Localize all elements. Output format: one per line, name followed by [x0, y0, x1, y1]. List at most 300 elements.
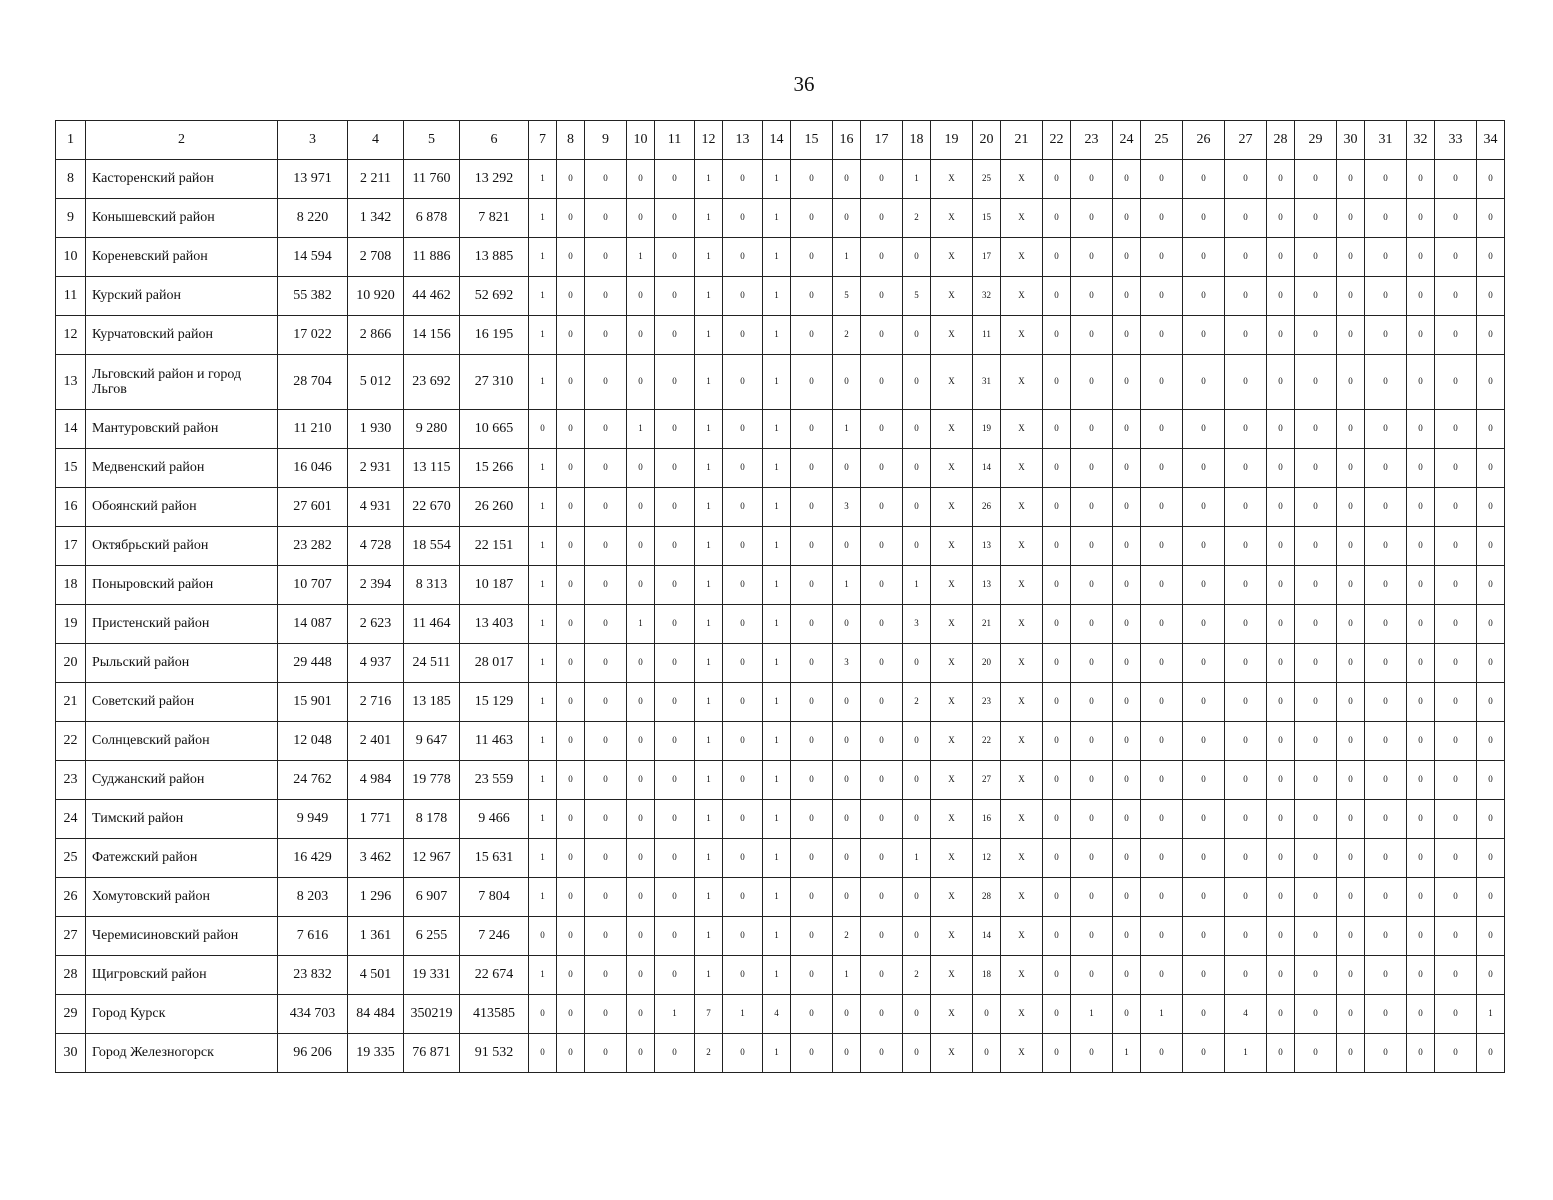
count-cell: 0	[1183, 160, 1225, 199]
value-cell: 7 821	[460, 199, 529, 238]
count-cell: X	[931, 605, 973, 644]
count-cell: 0	[1295, 839, 1337, 878]
column-header: 22	[1043, 121, 1071, 160]
count-cell: 0	[1113, 566, 1141, 605]
count-cell: 0	[1113, 878, 1141, 917]
value-cell: 434 703	[278, 995, 348, 1034]
count-cell: 0	[655, 449, 695, 488]
count-cell: 1	[833, 956, 861, 995]
table-row	[56, 160, 1505, 199]
count-cell: 0	[1267, 995, 1295, 1034]
count-cell: 1	[695, 878, 723, 917]
count-cell: 1	[529, 566, 557, 605]
count-cell: 0	[1477, 761, 1505, 800]
count-cell: X	[931, 683, 973, 722]
value-cell: 96 206	[278, 1034, 348, 1073]
district-name: Касторенский район	[86, 160, 278, 199]
count-cell: 0	[1407, 644, 1435, 683]
count-cell: 0	[791, 238, 833, 277]
count-cell: 0	[1477, 410, 1505, 449]
count-cell: 0	[1407, 277, 1435, 316]
count-cell: 0	[557, 878, 585, 917]
count-cell: X	[1001, 527, 1043, 566]
count-cell: 1	[695, 410, 723, 449]
count-cell: 1	[695, 566, 723, 605]
count-cell: 0	[1043, 683, 1071, 722]
value-cell: 9 647	[404, 722, 460, 761]
count-cell: 0	[1435, 277, 1477, 316]
count-cell: 0	[655, 238, 695, 277]
page-number: 36	[793, 72, 815, 96]
count-cell: 0	[1043, 277, 1071, 316]
count-cell: 0	[791, 878, 833, 917]
count-cell: X	[1001, 878, 1043, 917]
value-cell: 10 665	[460, 410, 529, 449]
count-cell: 0	[861, 956, 903, 995]
count-cell: 0	[833, 839, 861, 878]
count-cell: 1	[763, 917, 791, 956]
count-cell: 13	[973, 527, 1001, 566]
count-cell: 0	[1071, 800, 1113, 839]
count-cell: X	[1001, 355, 1043, 410]
count-cell: 0	[1225, 410, 1267, 449]
count-cell: 0	[1043, 316, 1071, 355]
value-cell: 16 195	[460, 316, 529, 355]
count-cell: 0	[1043, 800, 1071, 839]
count-cell: 0	[627, 277, 655, 316]
count-cell: 1	[529, 722, 557, 761]
count-cell: 0	[655, 410, 695, 449]
count-cell: 0	[1267, 644, 1295, 683]
table-row	[56, 316, 1505, 355]
count-cell: 0	[861, 683, 903, 722]
count-cell: 0	[557, 566, 585, 605]
value-cell: 6 878	[404, 199, 460, 238]
count-cell: 0	[1225, 527, 1267, 566]
count-cell: 0	[833, 355, 861, 410]
value-cell: 23 282	[278, 527, 348, 566]
table-row	[56, 956, 1505, 995]
count-cell: 0	[723, 956, 763, 995]
count-cell: 0	[1295, 316, 1337, 355]
count-cell: 1	[695, 644, 723, 683]
count-cell: 1	[763, 316, 791, 355]
count-cell: 0	[1407, 238, 1435, 277]
count-cell: 1	[695, 761, 723, 800]
count-cell: 0	[1071, 160, 1113, 199]
count-cell: 0	[723, 878, 763, 917]
value-cell: 26 260	[460, 488, 529, 527]
count-cell: 0	[1043, 722, 1071, 761]
count-cell: 0	[1337, 316, 1365, 355]
count-cell: 0	[1141, 238, 1183, 277]
count-cell: X	[1001, 683, 1043, 722]
count-cell: 0	[723, 527, 763, 566]
count-cell: 0	[557, 956, 585, 995]
count-cell: 0	[655, 488, 695, 527]
count-cell: 0	[1183, 800, 1225, 839]
count-cell: 0	[1183, 199, 1225, 238]
statistics-table	[55, 120, 1505, 1073]
count-cell: 0	[585, 722, 627, 761]
count-cell: 0	[585, 410, 627, 449]
count-cell: 1	[763, 644, 791, 683]
count-cell: 0	[1295, 644, 1337, 683]
count-cell: 0	[723, 316, 763, 355]
count-cell: 0	[1407, 605, 1435, 644]
count-cell: 0	[861, 160, 903, 199]
column-header: 28	[1267, 121, 1295, 160]
count-cell: 1	[529, 839, 557, 878]
count-cell: 0	[1043, 449, 1071, 488]
count-cell: 0	[1337, 199, 1365, 238]
count-cell: 1	[695, 800, 723, 839]
count-cell: 0	[557, 238, 585, 277]
count-cell: 0	[557, 449, 585, 488]
count-cell: 1	[627, 410, 655, 449]
count-cell: 1	[529, 160, 557, 199]
column-header: 27	[1225, 121, 1267, 160]
count-cell: 1	[763, 878, 791, 917]
count-cell: 0	[1113, 316, 1141, 355]
count-cell: 2	[833, 917, 861, 956]
count-cell: 32	[973, 277, 1001, 316]
value-cell: 19 331	[404, 956, 460, 995]
value-cell: 9 949	[278, 800, 348, 839]
district-name: Льговский район и город Льгов	[86, 355, 278, 410]
count-cell: X	[931, 995, 973, 1034]
column-header: 9	[585, 121, 627, 160]
count-cell: 0	[1043, 1034, 1071, 1073]
count-cell: 0	[627, 160, 655, 199]
value-cell: 13 885	[460, 238, 529, 277]
value-cell: 11 760	[404, 160, 460, 199]
count-cell: 0	[861, 995, 903, 1034]
count-cell: 1	[763, 683, 791, 722]
column-header: 7	[529, 121, 557, 160]
count-cell: 0	[903, 878, 931, 917]
count-cell: 0	[1365, 410, 1407, 449]
count-cell: 0	[1183, 878, 1225, 917]
count-cell: 0	[1295, 917, 1337, 956]
count-cell: 0	[1337, 956, 1365, 995]
column-header: 2	[86, 121, 278, 160]
count-cell: 1	[1477, 995, 1505, 1034]
count-cell: 0	[1225, 956, 1267, 995]
count-cell: 0	[1183, 722, 1225, 761]
count-cell: 0	[1225, 238, 1267, 277]
count-cell: 1	[529, 605, 557, 644]
value-cell: 2 931	[348, 449, 404, 488]
column-header: 20	[973, 121, 1001, 160]
count-cell: 1	[903, 839, 931, 878]
value-cell: 14 087	[278, 605, 348, 644]
count-cell: 0	[1267, 238, 1295, 277]
count-cell: 0	[723, 160, 763, 199]
row-number: 9	[56, 199, 86, 238]
count-cell: 0	[833, 449, 861, 488]
count-cell: X	[1001, 839, 1043, 878]
count-cell: 0	[1337, 995, 1365, 1034]
count-cell: 0	[1141, 199, 1183, 238]
count-cell: 0	[655, 1034, 695, 1073]
count-cell: 0	[1365, 995, 1407, 1034]
count-cell: 23	[973, 683, 1001, 722]
count-cell: 0	[1477, 605, 1505, 644]
count-cell: 0	[1113, 839, 1141, 878]
value-cell: 28 017	[460, 644, 529, 683]
count-cell: 0	[1267, 449, 1295, 488]
count-cell: 0	[1337, 160, 1365, 199]
count-cell: 1	[763, 355, 791, 410]
value-cell: 15 631	[460, 839, 529, 878]
district-name: Рыльский район	[86, 644, 278, 683]
count-cell: 0	[903, 527, 931, 566]
count-cell: X	[931, 527, 973, 566]
count-cell: 0	[1113, 410, 1141, 449]
count-cell: X	[931, 355, 973, 410]
column-header: 16	[833, 121, 861, 160]
count-cell: 0	[1225, 683, 1267, 722]
count-cell: 0	[1435, 355, 1477, 410]
count-cell: 0	[1365, 644, 1407, 683]
value-cell: 3 462	[348, 839, 404, 878]
count-cell: 0	[557, 199, 585, 238]
column-header: 26	[1183, 121, 1225, 160]
count-cell: 3	[903, 605, 931, 644]
count-cell: 0	[1225, 722, 1267, 761]
count-cell: 0	[1113, 956, 1141, 995]
count-cell: X	[931, 761, 973, 800]
count-cell: 20	[973, 644, 1001, 683]
count-cell: 0	[903, 410, 931, 449]
count-cell: 0	[585, 683, 627, 722]
count-cell: 0	[557, 800, 585, 839]
table-row	[56, 839, 1505, 878]
count-cell: 17	[973, 238, 1001, 277]
count-cell: 1	[763, 605, 791, 644]
count-cell: 0	[1225, 839, 1267, 878]
row-number: 15	[56, 449, 86, 488]
count-cell: 0	[1365, 917, 1407, 956]
count-cell: 0	[627, 566, 655, 605]
count-cell: 0	[1407, 800, 1435, 839]
count-cell: 1	[695, 449, 723, 488]
column-header: 32	[1407, 121, 1435, 160]
count-cell: 0	[791, 644, 833, 683]
count-cell: 0	[861, 449, 903, 488]
count-cell: 5	[903, 277, 931, 316]
value-cell: 2 708	[348, 238, 404, 277]
count-cell: 0	[1337, 644, 1365, 683]
value-cell: 1 296	[348, 878, 404, 917]
count-cell: 2	[903, 956, 931, 995]
count-cell: 0	[1365, 956, 1407, 995]
count-cell: 7	[695, 995, 723, 1034]
count-cell: 0	[1435, 199, 1477, 238]
count-cell: 1	[833, 238, 861, 277]
count-cell: 19	[973, 410, 1001, 449]
count-cell: 0	[1407, 839, 1435, 878]
count-cell: 0	[1477, 277, 1505, 316]
count-cell: 0	[1071, 277, 1113, 316]
district-name: Суджанский район	[86, 761, 278, 800]
count-cell: 0	[1071, 839, 1113, 878]
count-cell: 0	[585, 316, 627, 355]
value-cell: 9 280	[404, 410, 460, 449]
count-cell: 0	[1407, 1034, 1435, 1073]
count-cell: 0	[585, 644, 627, 683]
count-cell: 0	[1365, 160, 1407, 199]
district-name: Октябрьский район	[86, 527, 278, 566]
count-cell: 0	[1183, 449, 1225, 488]
value-cell: 11 210	[278, 410, 348, 449]
row-number: 20	[56, 644, 86, 683]
table-row	[56, 410, 1505, 449]
value-cell: 84 484	[348, 995, 404, 1034]
count-cell: 0	[1435, 995, 1477, 1034]
count-cell: 0	[1043, 566, 1071, 605]
count-cell: X	[931, 839, 973, 878]
count-cell: 0	[1407, 488, 1435, 527]
count-cell: 1	[529, 761, 557, 800]
count-cell: 0	[833, 683, 861, 722]
count-cell: 0	[627, 527, 655, 566]
row-number: 10	[56, 238, 86, 277]
count-cell: 0	[833, 995, 861, 1034]
count-cell: 1	[1071, 995, 1113, 1034]
count-cell: 0	[1295, 683, 1337, 722]
count-cell: 0	[1183, 683, 1225, 722]
count-cell: 0	[1435, 956, 1477, 995]
count-cell: 0	[833, 722, 861, 761]
count-cell: 0	[1295, 527, 1337, 566]
count-cell: 0	[1267, 527, 1295, 566]
count-cell: 0	[1141, 800, 1183, 839]
count-cell: 0	[1477, 316, 1505, 355]
count-cell: 0	[833, 878, 861, 917]
value-cell: 23 692	[404, 355, 460, 410]
count-cell: 0	[1365, 839, 1407, 878]
value-cell: 16 429	[278, 839, 348, 878]
count-cell: 0	[1477, 527, 1505, 566]
count-cell: 1	[695, 160, 723, 199]
count-cell: 0	[1141, 566, 1183, 605]
count-cell: 0	[1435, 800, 1477, 839]
count-cell: 0	[791, 800, 833, 839]
count-cell: 0	[1225, 160, 1267, 199]
district-name: Поныровский район	[86, 566, 278, 605]
count-cell: 0	[1337, 566, 1365, 605]
count-cell: 0	[1183, 839, 1225, 878]
count-cell: 22	[973, 722, 1001, 761]
column-header: 11	[655, 121, 695, 160]
row-number: 18	[56, 566, 86, 605]
count-cell: 0	[861, 605, 903, 644]
count-cell: 0	[1071, 761, 1113, 800]
count-cell: 0	[903, 488, 931, 527]
count-cell: X	[931, 316, 973, 355]
count-cell: 0	[1043, 355, 1071, 410]
count-cell: 1	[695, 199, 723, 238]
count-cell: 0	[1295, 800, 1337, 839]
count-cell: 0	[1141, 1034, 1183, 1073]
count-cell: 1	[903, 566, 931, 605]
count-cell: 0	[791, 722, 833, 761]
count-cell: 0	[627, 761, 655, 800]
value-cell: 13 971	[278, 160, 348, 199]
column-header: 13	[723, 121, 763, 160]
count-cell: X	[931, 277, 973, 316]
count-cell: 0	[1365, 488, 1407, 527]
count-cell: 0	[1267, 917, 1295, 956]
count-cell: 4	[763, 995, 791, 1034]
count-cell: 0	[723, 1034, 763, 1073]
value-cell: 14 156	[404, 316, 460, 355]
count-cell: 1	[763, 277, 791, 316]
count-cell: 0	[1141, 316, 1183, 355]
count-cell: 0	[1477, 722, 1505, 761]
count-cell: 0	[1337, 917, 1365, 956]
column-header: 25	[1141, 121, 1183, 160]
count-cell: 0	[627, 316, 655, 355]
count-cell: 14	[973, 449, 1001, 488]
count-cell: 1	[627, 238, 655, 277]
count-cell: 0	[1071, 488, 1113, 527]
count-cell: 0	[655, 199, 695, 238]
count-cell: 0	[1141, 410, 1183, 449]
count-cell: 1	[695, 277, 723, 316]
district-name: Кореневский район	[86, 238, 278, 277]
count-cell: 0	[791, 410, 833, 449]
value-cell: 19 335	[348, 1034, 404, 1073]
row-number: 24	[56, 800, 86, 839]
count-cell: 0	[1113, 722, 1141, 761]
count-cell: X	[931, 878, 973, 917]
table-row	[56, 1034, 1505, 1073]
value-cell: 22 674	[460, 956, 529, 995]
table-row	[56, 277, 1505, 316]
count-cell: 0	[1407, 316, 1435, 355]
count-cell: 0	[1365, 683, 1407, 722]
table-row	[56, 800, 1505, 839]
count-cell: 0	[903, 995, 931, 1034]
count-cell: X	[1001, 410, 1043, 449]
count-cell: 0	[861, 800, 903, 839]
count-cell: 0	[833, 800, 861, 839]
count-cell: 0	[1113, 800, 1141, 839]
count-cell: 0	[557, 839, 585, 878]
count-cell: 0	[1337, 1034, 1365, 1073]
count-cell: 0	[529, 1034, 557, 1073]
district-name: Город Курск	[86, 995, 278, 1034]
count-cell: 2	[695, 1034, 723, 1073]
count-cell: 0	[1043, 605, 1071, 644]
count-cell: 0	[1225, 761, 1267, 800]
count-cell: 0	[861, 878, 903, 917]
count-cell: 0	[585, 761, 627, 800]
count-cell: 0	[557, 683, 585, 722]
column-header: 21	[1001, 121, 1043, 160]
count-cell: X	[931, 160, 973, 199]
count-cell: 0	[1113, 644, 1141, 683]
count-cell: 0	[833, 605, 861, 644]
count-cell: 0	[903, 238, 931, 277]
count-cell: 0	[861, 527, 903, 566]
count-cell: 0	[1225, 800, 1267, 839]
count-cell: 0	[1141, 683, 1183, 722]
count-cell: 0	[627, 683, 655, 722]
